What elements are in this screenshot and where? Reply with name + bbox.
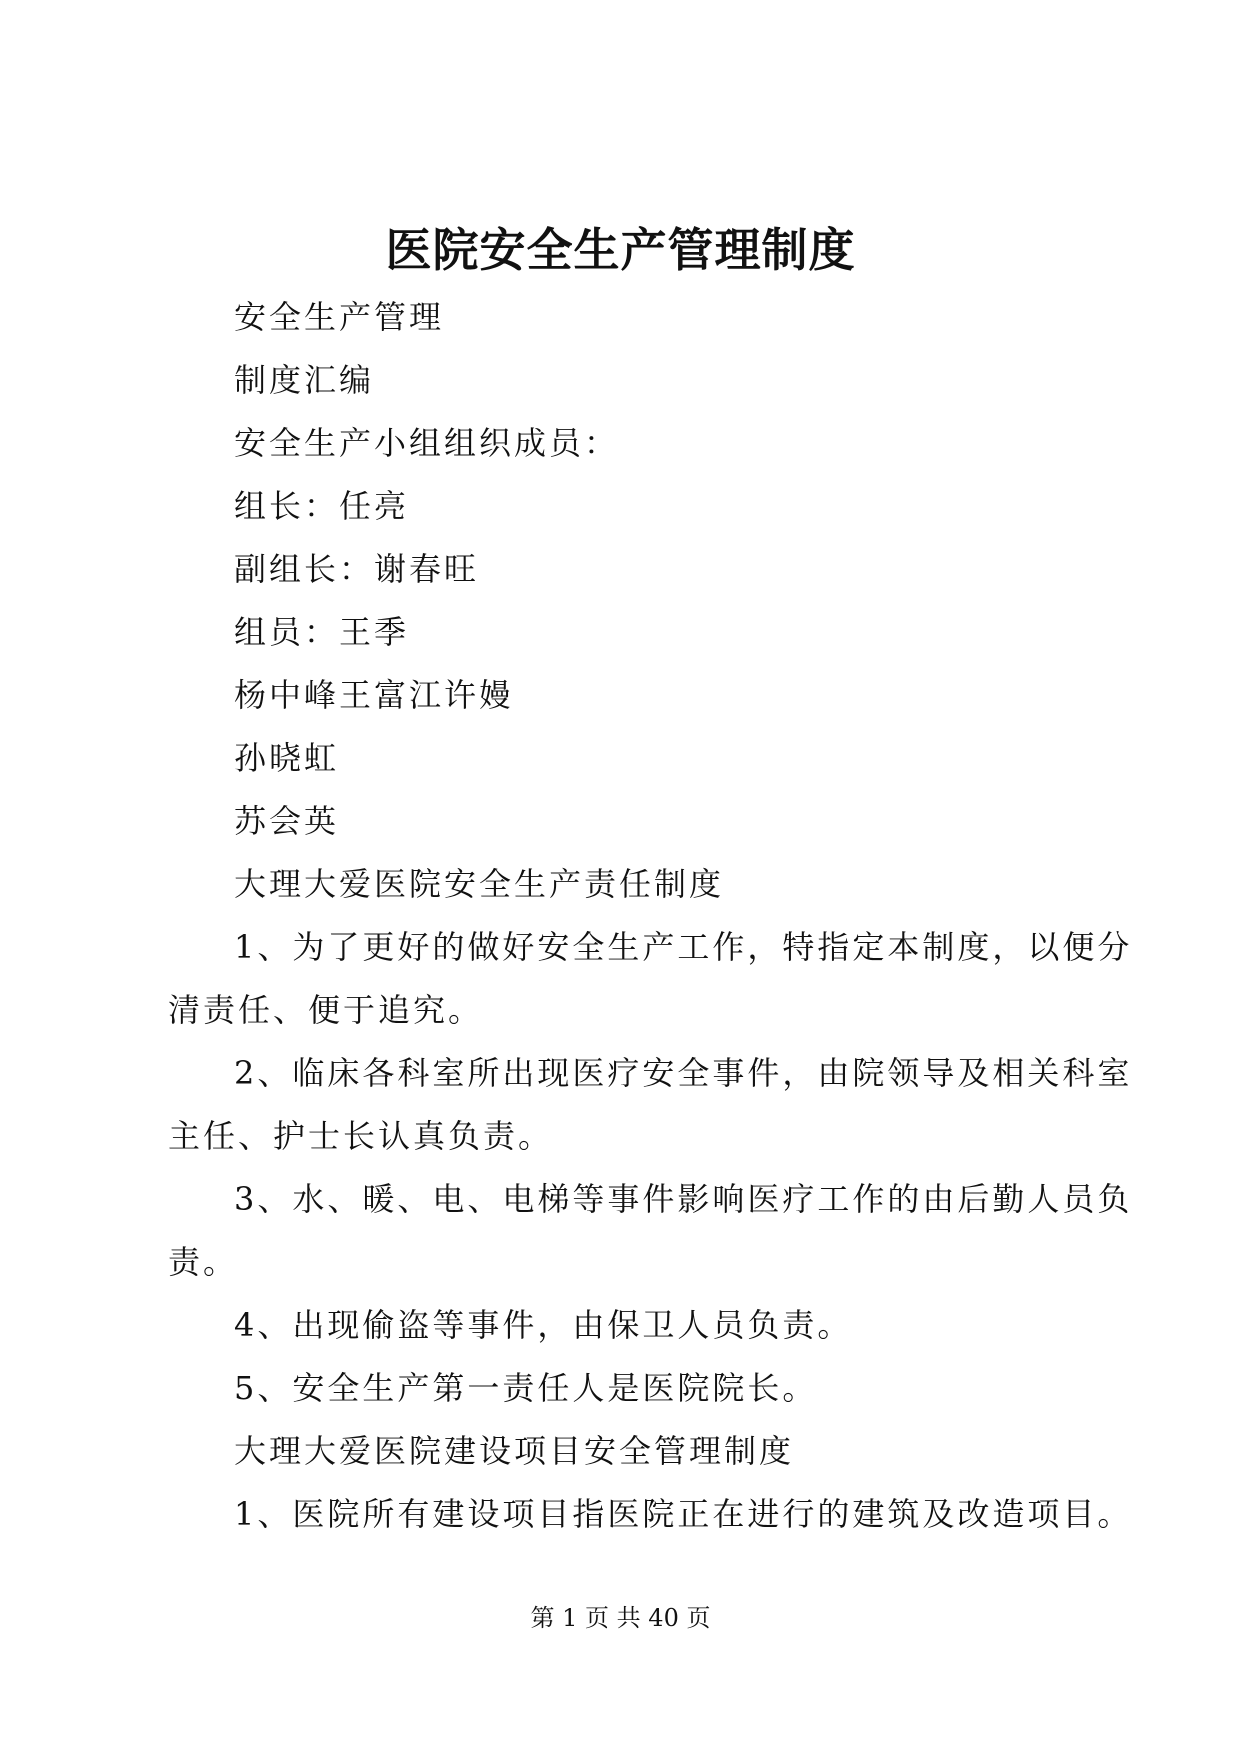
body-line: 清责任、便于追究。	[168, 991, 484, 1029]
body-line: 主任、护士长认真负责。	[168, 1117, 554, 1155]
document-body	[168, 286, 1133, 1546]
body-line: 安全生产小组组织成员：	[234, 424, 620, 462]
body-line: 2、临床各科室所出现医疗安全事件，由院领导及相关科室	[234, 1054, 1133, 1092]
body-line: 制度汇编	[234, 361, 375, 399]
document-title: 医院安全生产管理制度	[385, 223, 856, 277]
body-line: 孙晓虹	[234, 739, 340, 777]
body-line: 苏会英	[234, 802, 340, 840]
body-line: 责。	[168, 1243, 239, 1281]
body-line: 组长：任亮	[234, 487, 410, 525]
body-line: 大理大爱医院安全生产责任制度	[234, 865, 725, 903]
body-line: 3、水、暖、电、电梯等事件影响医疗工作的由后勤人员负	[234, 1180, 1133, 1218]
body-line: 5、安全生产第一责任人是医院院长。	[234, 1369, 818, 1407]
body-line: 杨中峰王富江许嫚	[234, 676, 515, 714]
body-line: 1、为了更好的做好安全生产工作，特指定本制度，以便分	[234, 928, 1133, 966]
page-footer: 第 1 页 共 40 页	[530, 1604, 711, 1632]
body-line: 大理大爱医院建设项目安全管理制度	[234, 1432, 795, 1470]
body-line: 副组长：谢春旺	[234, 550, 480, 588]
body-line: 4、出现偷盗等事件，由保卫人员负责。	[234, 1306, 853, 1344]
body-line: 安全生产管理	[234, 298, 445, 336]
body-line: 1、医院所有建设项目指医院正在进行的建筑及改造项目。	[234, 1495, 1133, 1533]
body-line: 组员：王季	[234, 613, 410, 651]
